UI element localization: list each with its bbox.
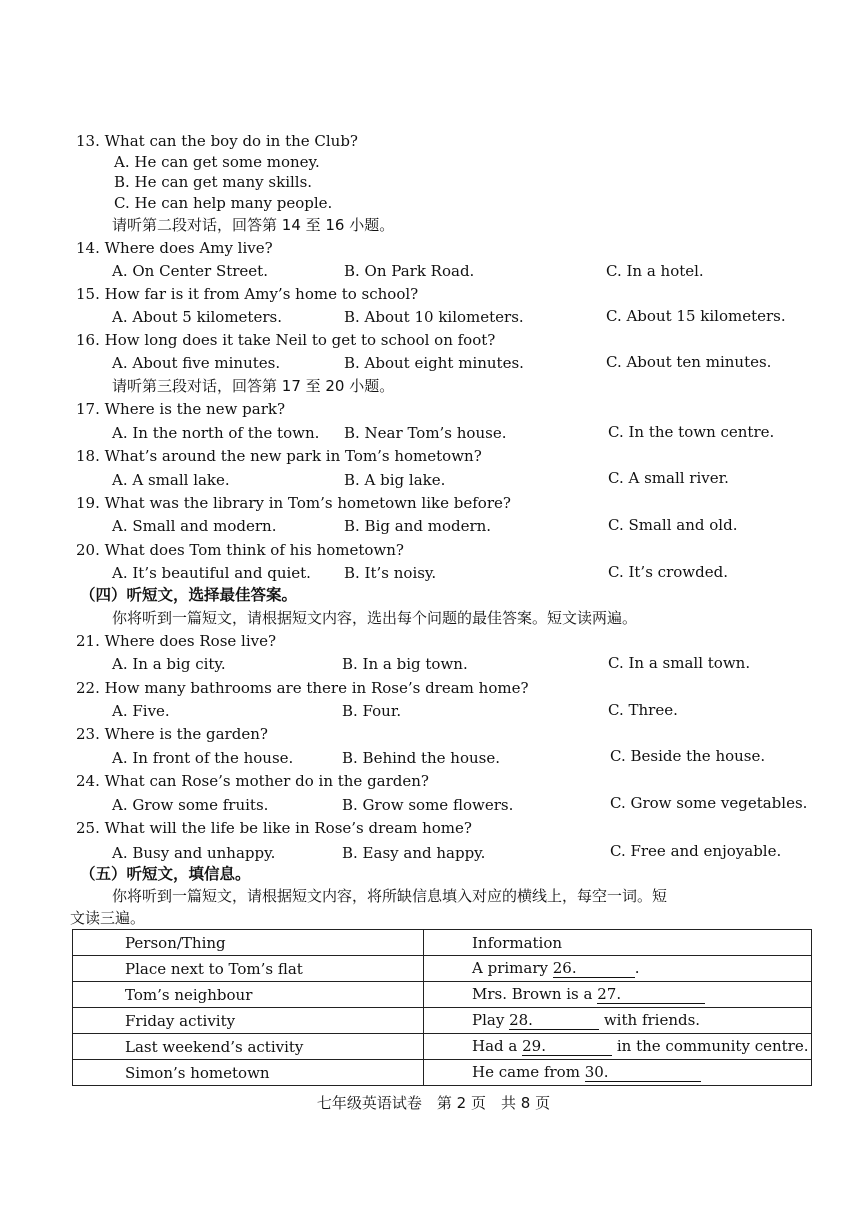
answer-blank-30[interactable]: 30. xyxy=(585,1064,701,1082)
answer-blank-27[interactable]: 27. xyxy=(597,986,705,1004)
row-label: Tom’s neighbour xyxy=(73,982,424,1008)
info-text: Had a xyxy=(472,1037,523,1055)
option-16-c: C. About ten minutes. xyxy=(606,353,772,371)
section-4-title: （四）听短文，选择最佳答案。 xyxy=(80,586,298,604)
question-text: What can Rose’s mother do in the garden? xyxy=(104,772,429,790)
option-20-a: A. It’s beautiful and quiet. xyxy=(112,564,311,582)
section-5-title: （五）听短文，填信息。 xyxy=(80,865,251,883)
question-text: How long does it take Neil to get to school on foot? xyxy=(104,331,496,349)
option-25-a: A. Busy and unhappy. xyxy=(112,844,276,862)
option-19-b: B. Big and modern. xyxy=(344,517,492,535)
question-text: Where is the new park? xyxy=(104,400,285,418)
option-17-c: C. In the town centre. xyxy=(608,423,775,441)
answer-blank-26[interactable]: 26. xyxy=(553,960,635,978)
question-text: What will the life be like in Rose’s dream home? xyxy=(104,819,472,837)
option-23-c: C. Beside the house. xyxy=(610,747,766,765)
info-text: in the community centre. xyxy=(612,1037,809,1055)
info-text: Mrs. Brown is a xyxy=(472,985,598,1003)
option-19-a: A. Small and modern. xyxy=(112,517,277,535)
question-24 xyxy=(76,771,429,791)
table-row xyxy=(73,1034,812,1060)
row-label: Friday activity xyxy=(73,1008,424,1034)
instruction-dialog-3: 请听第三段对话，回答第 17 至 20 小题。 xyxy=(112,377,395,395)
question-17 xyxy=(76,399,285,419)
question-text: What does Tom think of his hometown? xyxy=(104,541,404,559)
question-number: 20. xyxy=(76,541,100,559)
option-15-c: C. About 15 kilometers. xyxy=(606,307,786,325)
table-row xyxy=(73,1060,812,1086)
header-person-thing: Person/Thing xyxy=(73,930,424,956)
option-18-a: A. A small lake. xyxy=(112,471,230,489)
option-22-c: C. Three. xyxy=(608,701,678,719)
option-23-a: A. In front of the house. xyxy=(112,749,294,767)
question-text: How far is it from Amy’s home to school? xyxy=(104,285,419,303)
option-13-a: A. He can get some money. xyxy=(114,153,320,171)
question-number: 25. xyxy=(76,819,100,837)
option-25-c: C. Free and enjoyable. xyxy=(610,842,782,860)
option-20-b: B. It’s noisy. xyxy=(344,564,437,582)
option-24-a: A. Grow some fruits. xyxy=(112,796,269,814)
section-5-description-1: 你将听到一篇短文，请根据短文内容，将所缺信息填入对应的横线上，每空一词。短 xyxy=(112,887,668,905)
page-footer: 七年级英语试卷 第 2 页 共 8 页 xyxy=(316,1094,551,1112)
question-number: 22. xyxy=(76,679,100,697)
row-info xyxy=(424,1008,812,1034)
question-25 xyxy=(76,818,472,838)
option-17-b: B. Near Tom’s house. xyxy=(344,424,507,442)
option-23-b: B. Behind the house. xyxy=(342,749,500,767)
question-22 xyxy=(76,678,529,698)
section-4-description: 你将听到一篇短文，请根据短文内容，选出每个问题的最佳答案。短文读两遍。 xyxy=(112,609,638,627)
question-16 xyxy=(76,330,495,350)
question-20 xyxy=(76,540,404,560)
question-21 xyxy=(76,631,276,651)
question-text: How many bathrooms are there in Rose’s dream home? xyxy=(104,679,529,697)
option-16-b: B. About eight minutes. xyxy=(344,354,524,372)
row-label: Last weekend’s activity xyxy=(73,1034,424,1060)
option-18-b: B. A big lake. xyxy=(344,471,446,489)
question-text: Where does Amy live? xyxy=(104,239,273,257)
option-20-c: C. It’s crowded. xyxy=(608,563,728,581)
question-number: 24. xyxy=(76,772,100,790)
option-15-a: A. About 5 kilometers. xyxy=(112,308,282,326)
question-13 xyxy=(76,131,358,151)
question-text: What’s around the new park in Tom’s hometown? xyxy=(104,447,482,465)
info-text: . xyxy=(634,959,640,977)
answer-blank-29[interactable]: 29. xyxy=(522,1038,612,1056)
question-number: 16. xyxy=(76,331,100,349)
info-text: with friends. xyxy=(599,1011,701,1029)
info-text: Play xyxy=(472,1011,510,1029)
option-24-c: C. Grow some vegetables. xyxy=(610,794,808,812)
question-23 xyxy=(76,724,268,744)
question-19 xyxy=(76,493,511,513)
info-text: A primary xyxy=(472,959,553,977)
question-number: 18. xyxy=(76,447,100,465)
option-18-c: C. A small river. xyxy=(608,469,729,487)
option-21-a: A. In a big city. xyxy=(112,655,226,673)
answer-blank-28[interactable]: 28. xyxy=(509,1012,599,1030)
info-text: He came from xyxy=(472,1063,585,1081)
option-16-a: A. About five minutes. xyxy=(112,354,281,372)
question-number: 15. xyxy=(76,285,100,303)
option-25-b: B. Easy and happy. xyxy=(342,844,486,862)
question-number: 17. xyxy=(76,400,100,418)
question-text: What can the boy do in the Club? xyxy=(104,132,358,150)
row-info xyxy=(424,956,812,982)
option-19-c: C. Small and old. xyxy=(608,516,738,534)
instruction-dialog-2: 请听第二段对话，回答第 14 至 16 小题。 xyxy=(112,216,395,234)
question-number: 21. xyxy=(76,632,100,650)
question-18 xyxy=(76,446,482,466)
option-17-a: A. In the north of the town. xyxy=(112,424,320,442)
row-label: Place next to Tom’s flat xyxy=(73,956,424,982)
row-info xyxy=(424,1060,812,1086)
option-22-a: A. Five. xyxy=(112,702,170,720)
table-row xyxy=(73,982,812,1008)
option-21-b: B. In a big town. xyxy=(342,655,468,673)
row-info xyxy=(424,982,812,1008)
header-information: Information xyxy=(424,930,812,956)
option-14-a: A. On Center Street. xyxy=(112,262,268,280)
section-5-description-2: 文读三遍。 xyxy=(70,909,146,927)
table-row xyxy=(73,956,812,982)
table-header-row xyxy=(73,930,812,956)
option-22-b: B. Four. xyxy=(342,702,402,720)
question-number: 14. xyxy=(76,239,100,257)
row-info xyxy=(424,1034,812,1060)
question-text: What was the library in Tom’s hometown like before? xyxy=(104,494,511,512)
question-14 xyxy=(76,238,273,258)
question-number: 19. xyxy=(76,494,100,512)
question-number: 23. xyxy=(76,725,100,743)
row-label: Simon’s hometown xyxy=(73,1060,424,1086)
option-13-b: B. He can get many skills. xyxy=(114,173,313,191)
option-14-c: C. In a hotel. xyxy=(606,262,704,280)
question-text: Where does Rose live? xyxy=(104,632,277,650)
question-number: 13. xyxy=(76,132,100,150)
option-14-b: B. On Park Road. xyxy=(344,262,475,280)
option-24-b: B. Grow some flowers. xyxy=(342,796,514,814)
question-text: Where is the garden? xyxy=(104,725,268,743)
option-13-c: C. He can help many people. xyxy=(114,194,333,212)
option-15-b: B. About 10 kilometers. xyxy=(344,308,524,326)
question-15 xyxy=(76,284,418,304)
table-row xyxy=(73,1008,812,1034)
info-table xyxy=(72,929,812,1086)
option-21-c: C. In a small town. xyxy=(608,654,751,672)
